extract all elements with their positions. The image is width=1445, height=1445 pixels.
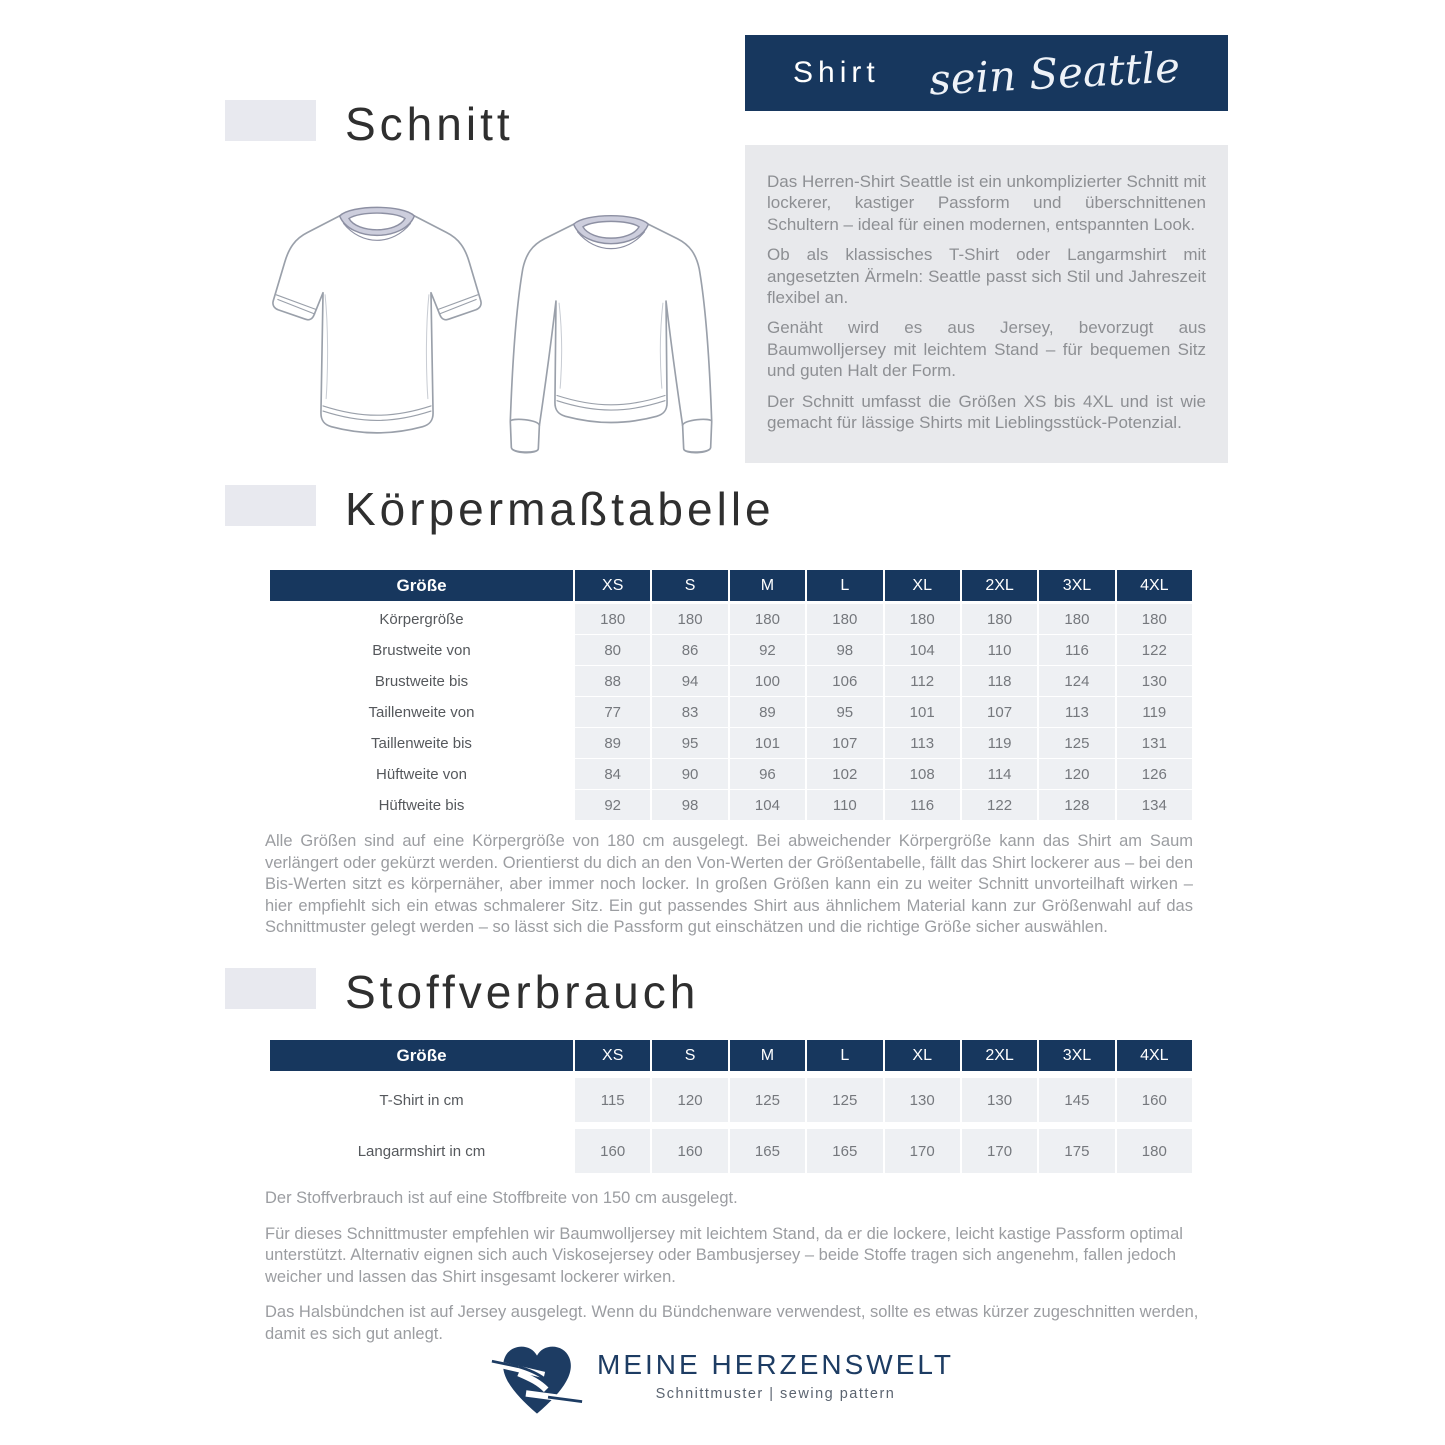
table-row bbox=[270, 728, 1192, 758]
table-cell-value: 77 bbox=[575, 697, 650, 727]
header-banner bbox=[745, 35, 1228, 111]
table-cell-value: 104 bbox=[730, 790, 805, 820]
table-cell-value: 180 bbox=[1039, 604, 1114, 634]
table-header-row bbox=[270, 570, 1192, 601]
table-cell-value: 126 bbox=[1117, 759, 1192, 789]
table-header-size: 3XL bbox=[1039, 1040, 1114, 1071]
table-row-label: Taillenweite bis bbox=[270, 728, 573, 758]
table-row-label: Langarmshirt in cm bbox=[270, 1129, 573, 1173]
description-paragraph: Ob als klassisches T-Shirt oder Langarmshirt mit angesetzten Ärmeln: Seattle passt sich Stil und Jahreszeit flexibel an. bbox=[767, 245, 1206, 308]
table-cell-value: 90 bbox=[652, 759, 727, 789]
table-cell-value: 100 bbox=[730, 666, 805, 696]
table-cell-value: 175 bbox=[1039, 1129, 1114, 1173]
table-cell-value: 134 bbox=[1117, 790, 1192, 820]
table-row-label: Taillenweite von bbox=[270, 697, 573, 727]
table-cell-value: 80 bbox=[575, 635, 650, 665]
table-cell-value: 124 bbox=[1039, 666, 1114, 696]
table-header-size: L bbox=[807, 570, 882, 601]
table-cell-value: 89 bbox=[575, 728, 650, 758]
table-cell-value: 170 bbox=[962, 1129, 1037, 1173]
table-cell-value: 122 bbox=[962, 790, 1037, 820]
table-cell-value: 84 bbox=[575, 759, 650, 789]
table-cell-value: 102 bbox=[807, 759, 882, 789]
table-cell-value: 160 bbox=[652, 1129, 727, 1173]
table-cell-value: 98 bbox=[807, 635, 882, 665]
table-header-size: 2XL bbox=[962, 1040, 1037, 1071]
table-cell-value: 116 bbox=[885, 790, 960, 820]
table-cell-value: 165 bbox=[730, 1129, 805, 1173]
table-row bbox=[270, 790, 1192, 820]
table-cell-value: 96 bbox=[730, 759, 805, 789]
table-cell-value: 120 bbox=[1039, 759, 1114, 789]
table-cell-value: 165 bbox=[807, 1129, 882, 1173]
table-cell-value: 92 bbox=[730, 635, 805, 665]
description-paragraph: Das Herren-Shirt Seattle ist ein unkomplizierter Schnitt mit lockerer, kastiger Passform und überschnittenen Schultern – ideal für einen modernen, entspannten Look. bbox=[767, 172, 1206, 234]
table-cell-value: 118 bbox=[962, 666, 1037, 696]
banner-script-title: sein Seattle bbox=[927, 41, 1182, 105]
table-header-size: S bbox=[652, 1040, 727, 1071]
table-row-label: Brustweite bis bbox=[270, 666, 573, 696]
table-cell-value: 180 bbox=[652, 604, 727, 634]
table-header-size: 4XL bbox=[1117, 1040, 1192, 1071]
table-header-size: L bbox=[807, 1040, 882, 1071]
table-header-size: 3XL bbox=[1039, 570, 1114, 601]
table-cell-value: 104 bbox=[885, 635, 960, 665]
table-header-size: XL bbox=[885, 570, 960, 601]
table-row bbox=[270, 697, 1192, 727]
table-header-size: XS bbox=[575, 570, 650, 601]
table-cell-value: 83 bbox=[652, 697, 727, 727]
table-row bbox=[270, 1129, 1192, 1173]
table-cell-value: 131 bbox=[1117, 728, 1192, 758]
longsleeve-front-drawing bbox=[502, 182, 720, 472]
table-header-size: XS bbox=[575, 1040, 650, 1071]
fabric-note: Der Stoffverbrauch ist auf eine Stoffbreite von 150 cm ausgelegt. bbox=[265, 1189, 738, 1207]
table-cell-value: 180 bbox=[730, 604, 805, 634]
table-header-row bbox=[270, 1040, 1192, 1071]
fabric-note: Für dieses Schnittmuster empfehlen wir Baumwolljersey mit leichtem Stand, da er die lockere, leicht kastige Passform optimal unterstützt. Alternativ eignen sich auch Viskosejersey oder Bambusjersey – beide Stoffe tragen sich angenehm, fallen jedoch weicher und lassen das Shirt insgesamt lockerer wirken. bbox=[265, 1224, 1183, 1286]
table-cell-value: 119 bbox=[1117, 697, 1192, 727]
table-header-size: M bbox=[730, 570, 805, 601]
fabric-note: Das Halsbündchen ist auf Jersey ausgelegt. Wenn du Bündchenware verwendest, sollte es etwas kürzer zugeschnitten werden, damit es sich gut anlegt. bbox=[265, 1303, 1199, 1344]
table-row-label: T-Shirt in cm bbox=[270, 1078, 573, 1122]
table-header-size: 4XL bbox=[1117, 570, 1192, 601]
table-cell-value: 88 bbox=[575, 666, 650, 696]
table-cell-value: 180 bbox=[575, 604, 650, 634]
table-cell-value: 125 bbox=[730, 1078, 805, 1122]
section-accent-rect bbox=[225, 968, 316, 1009]
brand-name: MEINE HERZENSWELT bbox=[597, 1348, 954, 1380]
table-cell-value: 110 bbox=[807, 790, 882, 820]
table-cell-value: 95 bbox=[652, 728, 727, 758]
table-row bbox=[270, 759, 1192, 789]
table-header-label: Größe bbox=[270, 1040, 573, 1071]
table-cell-value: 116 bbox=[1039, 635, 1114, 665]
table-cell-value: 125 bbox=[807, 1078, 882, 1122]
table-header-size: 2XL bbox=[962, 570, 1037, 601]
table-header-size: S bbox=[652, 570, 727, 601]
brand-footer bbox=[0, 1332, 1445, 1418]
table-row-label: Brustweite von bbox=[270, 635, 573, 665]
table-cell-value: 107 bbox=[962, 697, 1037, 727]
section-heading-schnitt: Schnitt bbox=[345, 98, 514, 150]
table-cell-value: 180 bbox=[807, 604, 882, 634]
description-paragraph: Der Schnitt umfasst die Größen XS bis 4XL und ist wie gemacht für lässige Shirts mit Lieblingsstück-Potenzial. bbox=[767, 391, 1206, 433]
table-row bbox=[270, 1078, 1192, 1122]
table-cell-value: 125 bbox=[1039, 728, 1114, 758]
table-row-label: Hüftweite bis bbox=[270, 790, 573, 820]
shirt-drawings bbox=[268, 182, 728, 472]
table-cell-value: 92 bbox=[575, 790, 650, 820]
table-cell-value: 110 bbox=[962, 635, 1037, 665]
table-row bbox=[270, 635, 1192, 665]
table-cell-value: 122 bbox=[1117, 635, 1192, 665]
table-cell-value: 108 bbox=[885, 759, 960, 789]
table-cell-value: 115 bbox=[575, 1078, 650, 1122]
section-accent-rect bbox=[225, 485, 316, 526]
table-cell-value: 180 bbox=[962, 604, 1037, 634]
body-measurement-table bbox=[270, 570, 1192, 820]
table-row bbox=[270, 666, 1192, 696]
table-cell-value: 130 bbox=[1117, 666, 1192, 696]
table-row-label: Körpergröße bbox=[270, 604, 573, 634]
table-cell-value: 180 bbox=[1117, 1129, 1192, 1173]
table-cell-value: 130 bbox=[962, 1078, 1037, 1122]
table-cell-value: 112 bbox=[885, 666, 960, 696]
table-cell-value: 119 bbox=[962, 728, 1037, 758]
table-cell-value: 145 bbox=[1039, 1078, 1114, 1122]
table-cell-value: 130 bbox=[885, 1078, 960, 1122]
table-cell-value: 160 bbox=[575, 1129, 650, 1173]
table-cell-value: 89 bbox=[730, 697, 805, 727]
brand-text-block bbox=[597, 1349, 954, 1402]
table-cell-value: 107 bbox=[807, 728, 882, 758]
table-header-label: Größe bbox=[270, 570, 573, 601]
pattern-description-box bbox=[745, 145, 1228, 463]
tshirt-front-drawing bbox=[268, 182, 486, 472]
table-row-label: Hüftweite von bbox=[270, 759, 573, 789]
table-cell-value: 114 bbox=[962, 759, 1037, 789]
table-cell-value: 180 bbox=[885, 604, 960, 634]
table-cell-value: 113 bbox=[1039, 697, 1114, 727]
table-cell-value: 86 bbox=[652, 635, 727, 665]
brand-tagline: Schnittmuster | sewing pattern bbox=[655, 1385, 896, 1402]
table-cell-value: 113 bbox=[885, 728, 960, 758]
description-paragraph: Genäht wird es aus Jersey, bevorzugt aus Baumwolljersey mit leichtem Stand – für bequemen Sitz und guten Halt der Form. bbox=[767, 318, 1206, 381]
table-row bbox=[270, 604, 1192, 634]
table-cell-value: 95 bbox=[807, 697, 882, 727]
table-cell-value: 128 bbox=[1039, 790, 1114, 820]
table-cell-value: 180 bbox=[1117, 604, 1192, 634]
table-cell-value: 120 bbox=[652, 1078, 727, 1122]
banner-title: Shirt bbox=[793, 56, 880, 89]
table-cell-value: 160 bbox=[1117, 1078, 1192, 1122]
table-cell-value: 101 bbox=[730, 728, 805, 758]
fabric-consumption-table bbox=[270, 1040, 1192, 1173]
table-cell-value: 106 bbox=[807, 666, 882, 696]
table-cell-value: 94 bbox=[652, 666, 727, 696]
table-header-size: XL bbox=[885, 1040, 960, 1071]
size-note: Alle Größen sind auf eine Körpergröße von 180 cm ausgelegt. Bei abweichender Körpergröße kann das Shirt am Saum verlängert oder gekürzt werden. Orientierst du dich an den Von-Werten der Größentabelle, fällt das Shirt lockerer aus – bei den Bis-Werten sitzt es körpernäher, aber immer noch locker. In großen Größen kann ein zu weiter Schnitt unvorteilhaft wirken – hier empfiehlt sich ein etwas schmalerer Sitz. Ein gut passendes Shirt aus ähnlichem Material kann zur Größenwahl auf das Schnittmuster gelegt werden – so lässt sich die Passform gut einschätzen und die richtige Größe sicher auswählen. bbox=[265, 832, 1193, 937]
section-heading-stoffverbrauch: Stoffverbrauch bbox=[345, 966, 700, 1018]
table-cell-value: 98 bbox=[652, 790, 727, 820]
section-accent-rect bbox=[225, 100, 316, 141]
table-cell-value: 170 bbox=[885, 1129, 960, 1173]
table-header-size: M bbox=[730, 1040, 805, 1071]
table-cell-value: 101 bbox=[885, 697, 960, 727]
heart-logo-icon bbox=[491, 1332, 583, 1418]
section-heading-koerpermasstabelle: Körpermaßtabelle bbox=[345, 483, 775, 535]
